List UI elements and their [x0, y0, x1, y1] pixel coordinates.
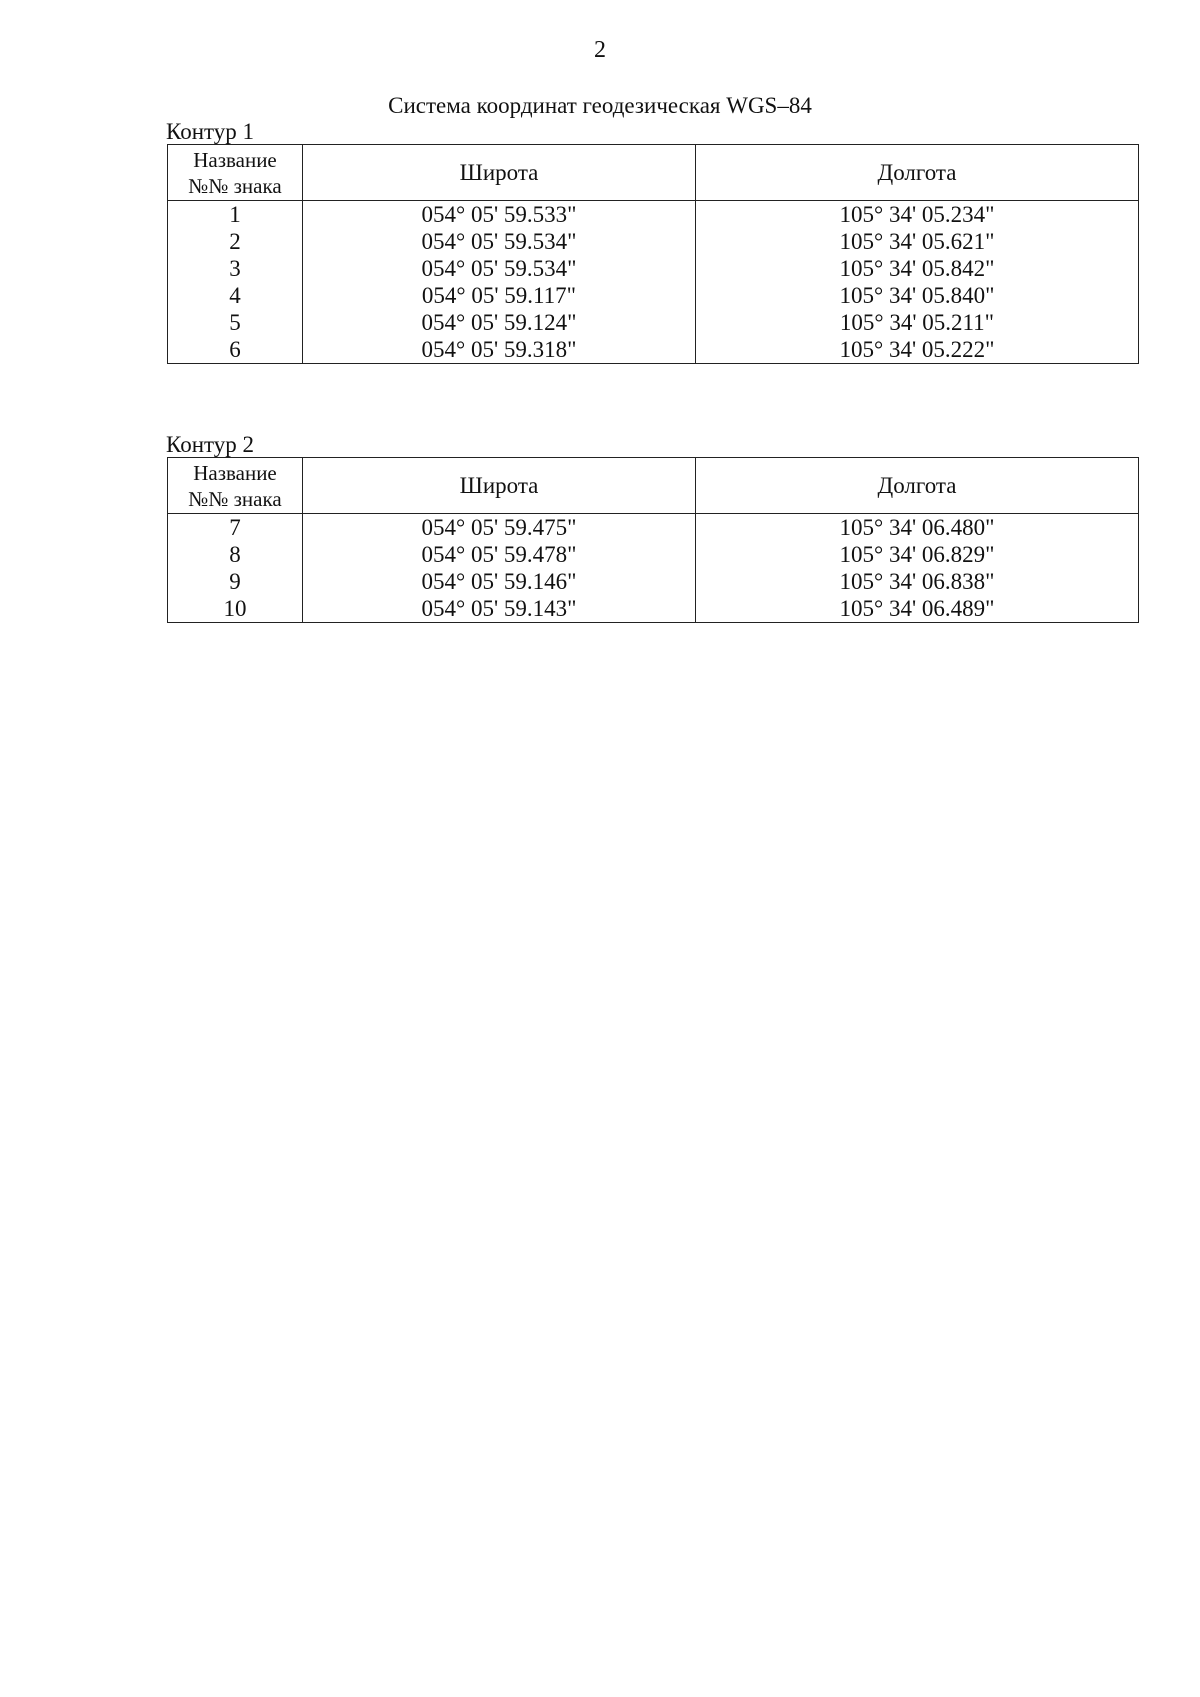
cell-number: 8: [168, 541, 303, 568]
cell-number: 1: [168, 201, 303, 229]
cell-number: 3: [168, 255, 303, 282]
column-header-longitude: Долгота: [696, 145, 1139, 201]
column-header-number: [168, 458, 303, 514]
contour-2-label: Контур 2: [166, 432, 255, 457]
cell-number: 7: [168, 514, 303, 542]
table-row: [168, 255, 1139, 282]
table-row: [168, 595, 1139, 623]
cell-longitude: 105° 34' 06.480": [696, 514, 1139, 542]
contour-1-table: [167, 144, 1139, 364]
cell-latitude: 054° 05' 59.478": [303, 541, 696, 568]
table-row: [168, 228, 1139, 255]
contour-1-label: Контур 1: [166, 119, 255, 144]
table-row: [168, 568, 1139, 595]
column-header-longitude: Долгота: [696, 458, 1139, 514]
cell-longitude: 105° 34' 05.842": [696, 255, 1139, 282]
cell-latitude: 054° 05' 59.318": [303, 336, 696, 364]
table-row: [168, 282, 1139, 309]
table-header-row: [168, 145, 1139, 201]
table-header-row: [168, 458, 1139, 514]
column-header-latitude: Широта: [303, 458, 696, 514]
column-header-latitude: Широта: [303, 145, 696, 201]
column-header-number-line2: №№ знака: [188, 173, 282, 198]
cell-longitude: 105° 34' 05.621": [696, 228, 1139, 255]
cell-latitude: 054° 05' 59.533": [303, 201, 696, 229]
cell-latitude: 054° 05' 59.534": [303, 255, 696, 282]
cell-longitude: 105° 34' 05.234": [696, 201, 1139, 229]
table-row: [168, 541, 1139, 568]
cell-longitude: 105° 34' 05.222": [696, 336, 1139, 364]
cell-number: 5: [168, 309, 303, 336]
cell-number: 9: [168, 568, 303, 595]
cell-latitude: 054° 05' 59.534": [303, 228, 696, 255]
column-header-number: [168, 145, 303, 201]
cell-latitude: 054° 05' 59.143": [303, 595, 696, 623]
table-row: [168, 514, 1139, 542]
cell-latitude: 054° 05' 59.124": [303, 309, 696, 336]
cell-latitude: 054° 05' 59.475": [303, 514, 696, 542]
cell-number: 4: [168, 282, 303, 309]
cell-longitude: 105° 34' 06.829": [696, 541, 1139, 568]
cell-number: 6: [168, 336, 303, 364]
table-row: [168, 336, 1139, 364]
cell-longitude: 105° 34' 05.840": [696, 282, 1139, 309]
document-title: Система координат геодезическая WGS–84: [388, 93, 812, 118]
table-row: [168, 201, 1139, 229]
cell-longitude: 105° 34' 06.838": [696, 568, 1139, 595]
contour-2-table: [167, 457, 1139, 623]
column-header-number-line1: Название: [193, 147, 277, 172]
cell-latitude: 054° 05' 59.117": [303, 282, 696, 309]
cell-number: 10: [168, 595, 303, 623]
column-header-number-line2: №№ знака: [188, 486, 282, 511]
cell-number: 2: [168, 228, 303, 255]
cell-longitude: 105° 34' 05.211": [696, 309, 1139, 336]
cell-longitude: 105° 34' 06.489": [696, 595, 1139, 623]
table-row: [168, 309, 1139, 336]
page-number: 2: [594, 37, 606, 63]
column-header-number-line1: Название: [193, 460, 277, 485]
cell-latitude: 054° 05' 59.146": [303, 568, 696, 595]
